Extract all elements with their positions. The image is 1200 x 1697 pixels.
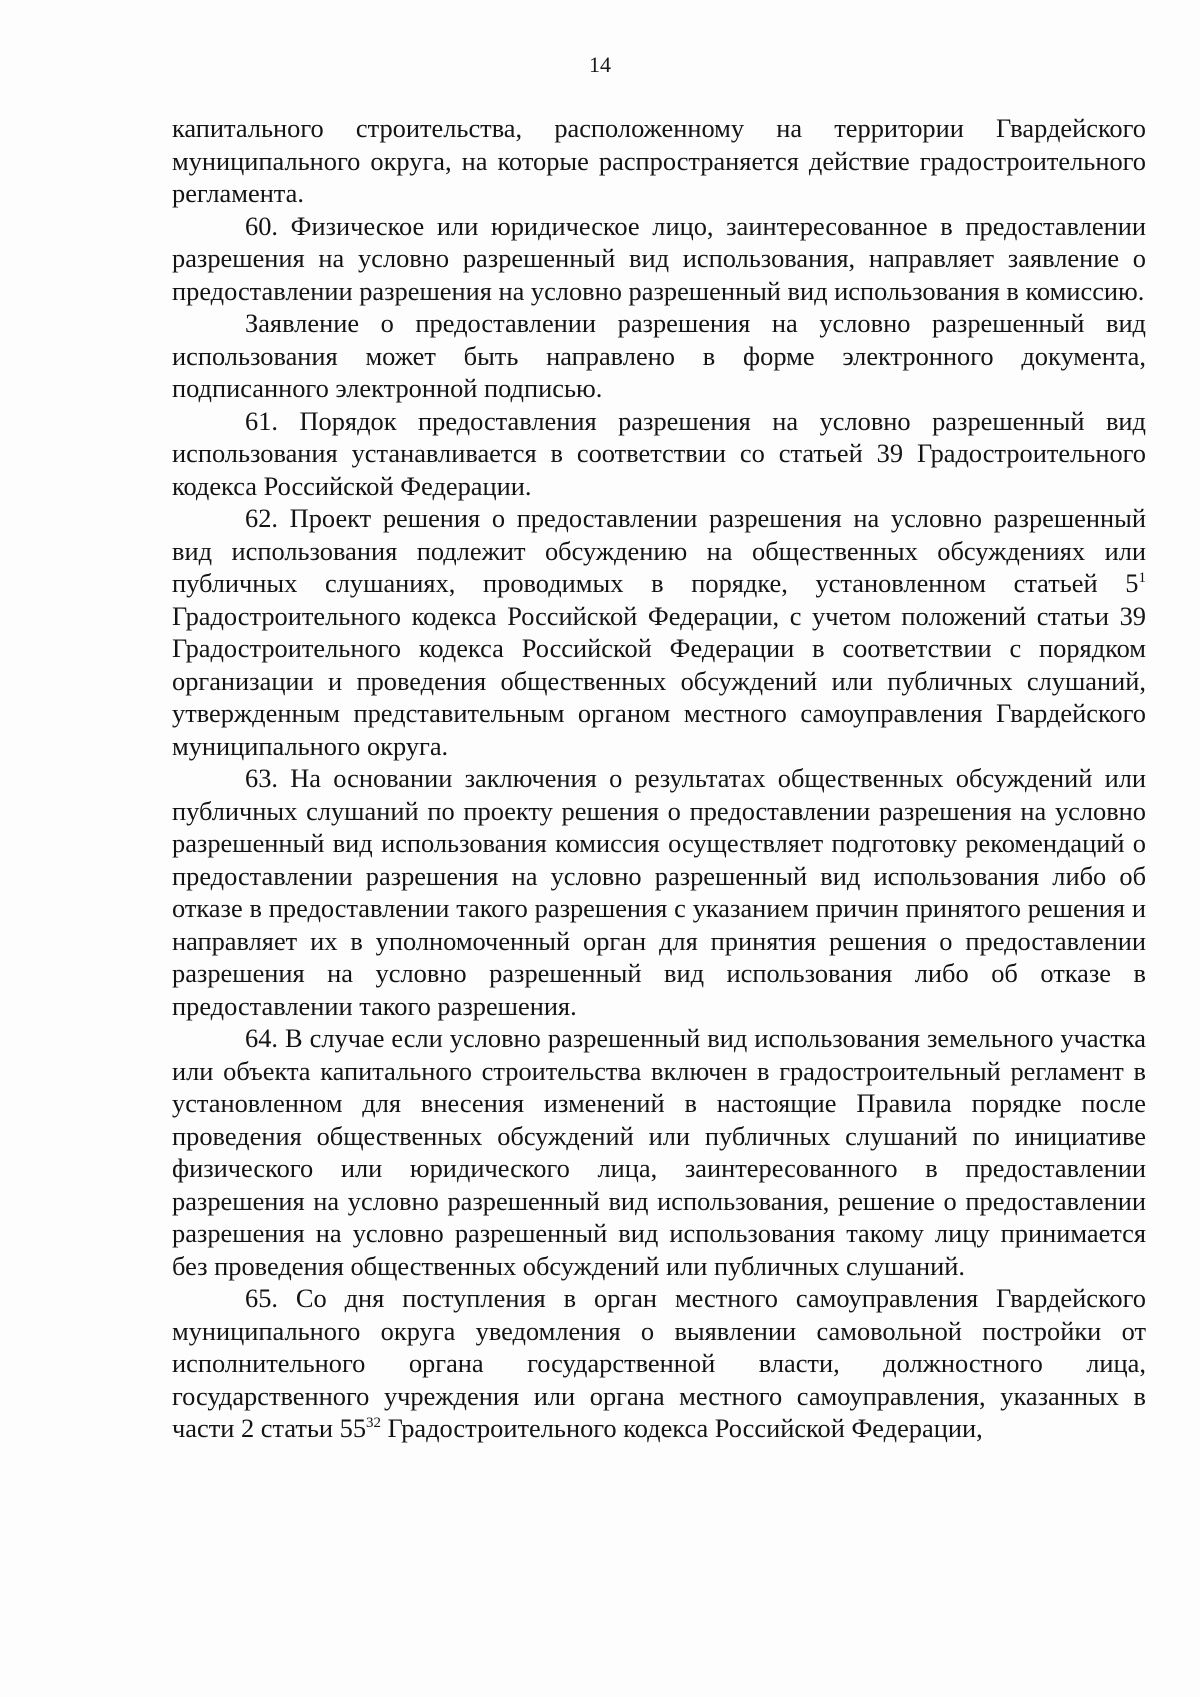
paragraph-number: 60. (245, 210, 278, 241)
paragraph-p60b (172, 307, 1146, 405)
paragraph-p61 (172, 405, 1146, 503)
paragraph-text: В случае если условно разрешенный вид использования земельного участка или объекта капитального строительства включен в градостроительный регламент в установленном для внесения изменений в настоящие Правила порядке после проведения общественных обсуждений или публичных слушаний по инициативе физического или юридического лица, заинтересованного в предоставлении разрешения на условно разрешенный вид использования, решение о предоставлении разрешения на условно разрешенный вид использования такому лицу принимается без проведения общественных обсуждений или публичных слушаний. (172, 1023, 1146, 1281)
paragraph-text: На основании заключения о результатах общественных обсуждений или публичных слушаний по проекту решения о предоставлении разрешения на условно разрешенный вид использования комиссия осуществляет подготовку рекомендаций о предоставлении разрешения на условно разрешенный вид использования либо об отказе в предоставлении такого разрешения с указанием причин принятого решения и направляет их в уполномоченный орган для принятия решения о предоставлении разрешения на условно разрешенный вид использования либо об отказе в предоставлении такого разрешения. (172, 763, 1146, 1021)
paragraph-number: 65. (245, 1283, 278, 1313)
paragraph-text: Со дня поступления в орган местного самоуправления Гвардейского муниципального округа уведомления о выявлении самовольной постройки от исполнительного органа государственной власти, должностного лица, государственного учреждения или органа местного самоуправления, указанных в части 2 статьи 55 (172, 1283, 1146, 1443)
superscript-index: 32 (366, 1415, 382, 1432)
page-number: 14 (589, 52, 611, 77)
paragraph-text: капитального строительства, расположенному на территории Гвардейского муниципального округа, на которые распространяется действие градостроительного регламента. (172, 113, 1146, 208)
paragraph-number: 61. (245, 405, 278, 436)
paragraph-p64 (172, 1022, 1146, 1282)
paragraph-number: 63. (245, 763, 278, 793)
paragraph-p60 (172, 210, 1146, 308)
paragraph-text: Заявление о предоставлении разрешения на условно разрешенный вид использования может быть направлено в форме электронного документа, подписанного электронной подписью. (172, 308, 1146, 403)
document-body (172, 112, 1146, 1445)
paragraph-text: Градостроительного кодекса Российской Федерации, (381, 1413, 983, 1443)
paragraph-p65 (172, 1282, 1146, 1445)
paragraph-number: 64. (245, 1023, 278, 1053)
paragraph-text: Градостроительного кодекса Российской Федерации, с учетом положений статьи 39 Градостроительного кодекса Российской Федерации в соответствии с порядком организации и проведения общественных обсуждений или публичных слушаний, утвержденным представительным органом местного самоуправления Гвардейского муниципального округа. (172, 600, 1146, 761)
paragraph-number: 62. (245, 503, 278, 533)
paragraph-p62 (172, 502, 1146, 762)
paragraph-cont (172, 112, 1146, 210)
superscript-index: 1 (1138, 570, 1146, 587)
paragraph-text: Порядок предоставления разрешения на условно разрешенный вид использования устанавливается в соответствии со статьей 39 Градостроительного кодекса Российской Федерации. (172, 405, 1146, 501)
paragraph-p63 (172, 762, 1146, 1022)
paragraph-text: Проект решения о предоставлении разрешения на условно разрешенный вид использования подлежит обсуждению на общественных обсуждениях или публичных слушаниях, проводимых в порядке, установленном статьей 5 (172, 503, 1146, 598)
paragraph-text: Физическое или юридическое лицо, заинтересованное в предоставлении разрешения на условно разрешенный вид использования, направляет заявление о предоставлении разрешения на условно разрешенный вид использования в комиссию. (172, 210, 1146, 306)
